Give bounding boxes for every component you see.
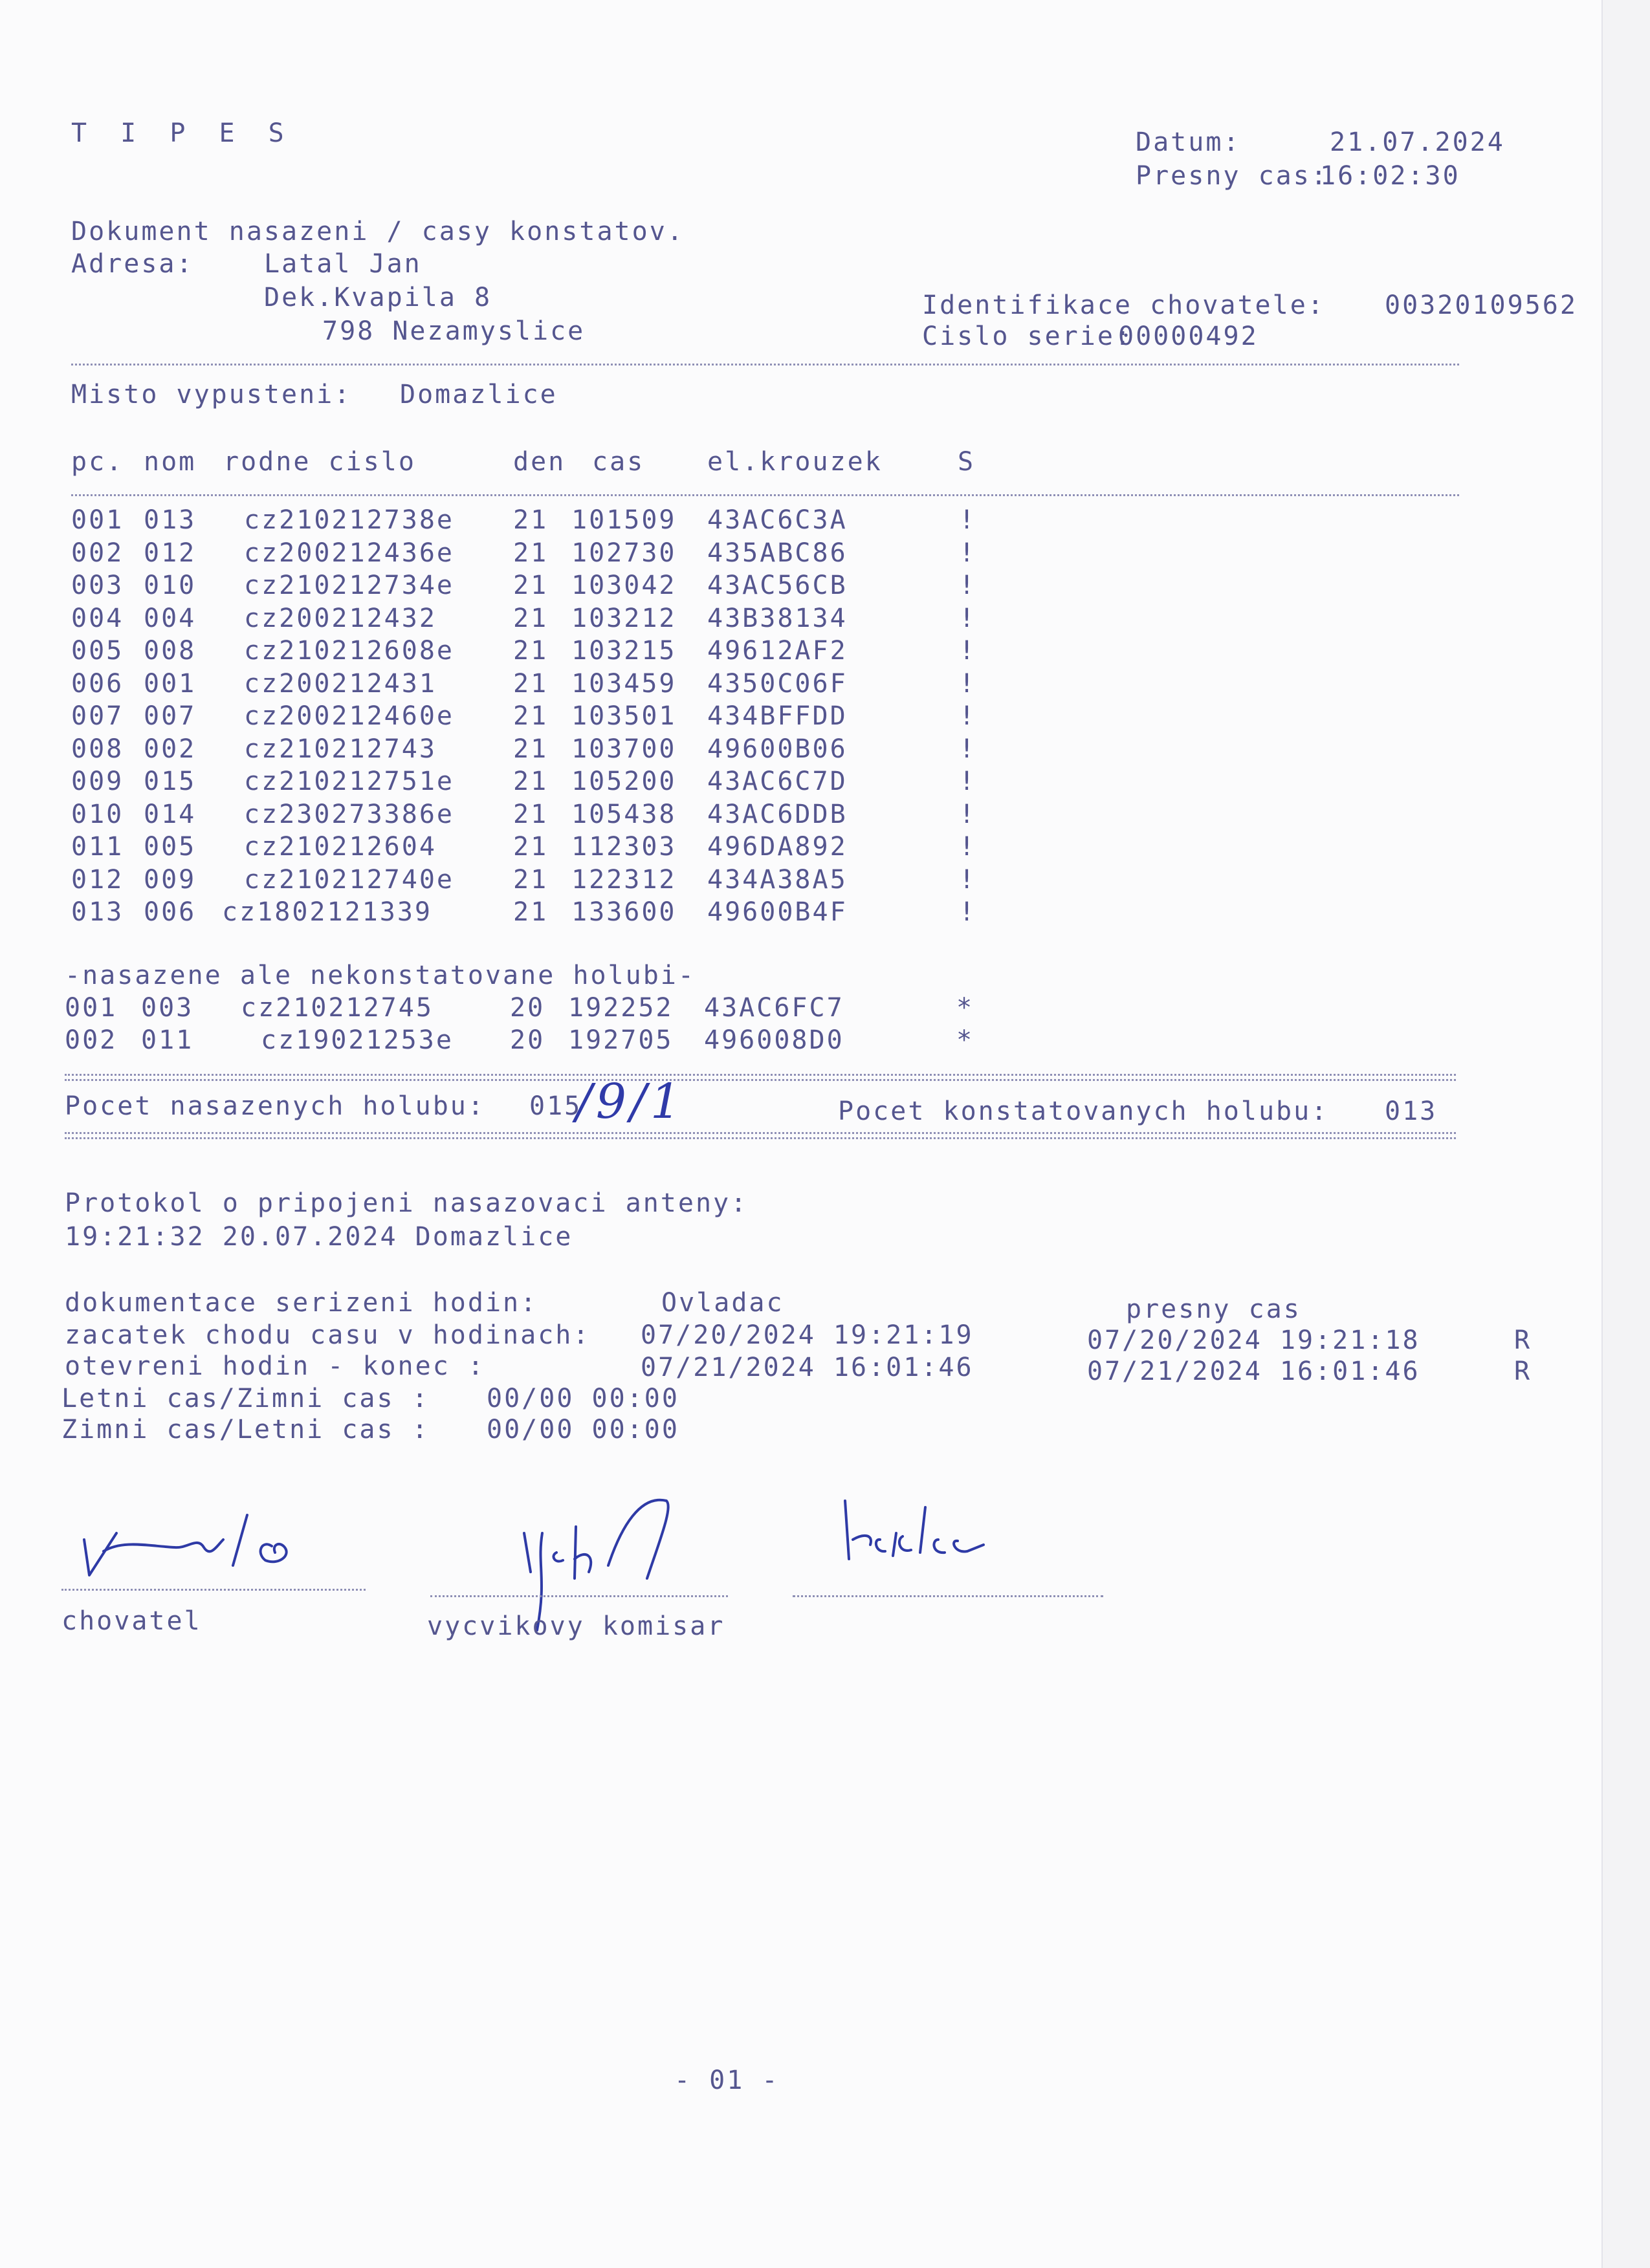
clock-col-controller: Ovladac: [661, 1288, 784, 1318]
table-cell: cz210212745: [241, 993, 434, 1023]
table-cell: 001: [71, 505, 124, 535]
antenna-title: Protokol o pripojeni nasazovaci anteny:: [65, 1188, 749, 1218]
not-clocked-row: [0, 992, 1601, 1025]
table-row: [0, 799, 1601, 831]
clocked-count: 013: [1385, 1096, 1438, 1126]
release-label: Misto vypusteni:: [71, 380, 352, 409]
table-cell: 003: [71, 571, 124, 600]
signature-line: [793, 1595, 1103, 1597]
divider: [65, 1132, 1456, 1134]
breeder-id: 00320109562: [1385, 290, 1578, 320]
table-cell: 43AC6DDB: [707, 799, 848, 829]
table-cell: 010: [71, 799, 124, 829]
table-cell: 192705: [568, 1025, 674, 1055]
table-cell: 002: [71, 538, 124, 568]
signature-line: [430, 1595, 728, 1597]
table-cell: 43B38134: [707, 603, 848, 633]
breeder-city: 798 Nezamyslice: [322, 316, 586, 346]
table-cell: !: [959, 505, 977, 535]
breeder-name: Latal Jan: [264, 249, 422, 279]
table-cell: 008: [144, 636, 197, 666]
table-cell: 21: [513, 505, 549, 535]
table-cell: 004: [71, 603, 124, 633]
clock-start-controller: 07/20/2024 19:21:19: [641, 1320, 974, 1350]
table-cell: 001: [65, 993, 118, 1023]
table-row: [0, 668, 1601, 701]
table-cell: cz200212460e: [244, 701, 454, 731]
table-cell: 002: [144, 734, 197, 764]
table-cell: !: [959, 832, 977, 862]
table-cell: 21: [513, 864, 549, 895]
clock-heading: dokumentace serizeni hodin:: [65, 1288, 538, 1318]
table-cell: cz200212431: [244, 668, 437, 699]
handwritten-note: /9/1: [576, 1074, 685, 1129]
table-row: [0, 864, 1601, 897]
table-cell: 496008D0: [704, 1025, 844, 1055]
table-cell: !: [959, 799, 977, 829]
release-place: Domazlice: [400, 380, 558, 409]
table-row: [0, 701, 1601, 733]
table-cell: 192252: [568, 993, 674, 1023]
table-cell: 20: [510, 1025, 545, 1055]
table-cell: cz230273386e: [244, 799, 454, 829]
table-cell: 101509: [571, 505, 677, 535]
divider: [65, 1074, 1456, 1076]
table-cell: 21: [513, 538, 549, 568]
divider: [65, 1137, 1456, 1139]
table-cell: !: [959, 767, 977, 796]
table-cell: 21: [513, 767, 549, 796]
series-number: 00000492: [1118, 322, 1259, 351]
table-cell: cz210212743: [244, 734, 437, 764]
table-cell: 002: [65, 1025, 118, 1055]
table-cell: 43AC56CB: [707, 571, 848, 600]
table-row: [0, 831, 1601, 864]
table-cell: 013: [144, 505, 197, 535]
table-cell: 001: [144, 668, 197, 699]
col-header-nom: nom: [144, 447, 197, 477]
table-row: [0, 603, 1601, 635]
table-cell: cz210212740e: [244, 864, 454, 895]
series-label: Cislo serie:: [922, 322, 1132, 351]
col-header-ring: rodne cislo: [223, 447, 416, 477]
table-cell: 008: [71, 734, 124, 764]
table-cell: cz210212604: [244, 832, 437, 862]
table-cell: 105438: [571, 799, 677, 829]
antenna-entry: 19:21:32 20.07.2024 Domazlice: [65, 1222, 573, 1252]
table-cell: cz210212734e: [244, 571, 454, 600]
table-cell: !: [959, 864, 977, 895]
table-cell: cz210212751e: [244, 767, 454, 796]
table-cell: 434BFFDD: [707, 701, 848, 731]
table-row: [0, 635, 1601, 668]
table-cell: cz200212436e: [244, 538, 454, 568]
clock-open-flag: R: [1514, 1357, 1532, 1386]
table-cell: cz210212738e: [244, 505, 454, 535]
table-cell: !: [959, 668, 977, 699]
table-cell: cz210212608e: [244, 636, 454, 666]
winter-summer-label: Zimni cas/Letni cas :: [61, 1415, 430, 1445]
table-cell: 006: [71, 668, 124, 699]
table-cell: 21: [513, 603, 549, 633]
clock-start-label: zacatek chodu casu v hodinach:: [65, 1320, 591, 1350]
breeder-id-label: Identifikace chovatele:: [922, 290, 1325, 320]
table-row: [0, 570, 1601, 602]
breeder-signature: [78, 1501, 311, 1591]
table-cell: 105200: [571, 767, 677, 796]
table-cell: 21: [513, 799, 549, 829]
table-cell: !: [959, 636, 977, 666]
table-cell: 21: [513, 734, 549, 764]
clock-open-exact: 07/21/2024 16:01:46: [1087, 1357, 1420, 1386]
col-header-time: cas: [592, 447, 645, 477]
table-cell: 011: [71, 832, 124, 862]
table-cell: 435ABC86: [707, 538, 848, 568]
table-cell: 012: [71, 864, 124, 895]
breeder-street: Dek.Kvapila 8: [264, 283, 492, 312]
commissioner-sign-label: vycvikovy komisar: [427, 1611, 725, 1641]
table-cell: 011: [141, 1025, 194, 1055]
table-row: [0, 538, 1601, 570]
table-cell: 43AC6FC7: [704, 993, 844, 1023]
table-cell: !: [959, 538, 977, 568]
table-cell: 21: [513, 636, 549, 666]
table-cell: 007: [144, 701, 197, 731]
table-cell: !: [959, 571, 977, 600]
table-cell: 009: [71, 767, 124, 796]
winter-summer-value: 00/00 00:00: [487, 1415, 679, 1445]
basketed-count: 015: [529, 1091, 582, 1121]
table-cell: 21: [513, 571, 549, 600]
table-cell: 014: [144, 799, 197, 829]
table-cell: 103042: [571, 571, 677, 600]
table-cell: 434A38A5: [707, 864, 848, 895]
date-value: 21.07.2024: [1330, 127, 1505, 157]
table-cell: 012: [144, 538, 197, 568]
table-cell: *: [956, 1025, 974, 1055]
table-cell: 103459: [571, 668, 677, 699]
table-cell: 005: [71, 636, 124, 666]
table-cell: 102730: [571, 538, 677, 568]
table-cell: 003: [141, 993, 194, 1023]
summer-winter-value: 00/00 00:00: [487, 1384, 679, 1413]
col-header-pc: pc.: [71, 447, 124, 477]
table-cell: 4350C06F: [707, 668, 848, 699]
page-number: - 01 -: [674, 2066, 780, 2095]
clock-col-exact: presny cas: [1126, 1294, 1301, 1324]
table-cell: *: [956, 993, 974, 1023]
table-cell: !: [959, 734, 977, 764]
table-cell: 43AC6C7D: [707, 767, 848, 796]
table-cell: 005: [144, 832, 197, 862]
address-label: Adresa:: [71, 249, 194, 279]
table-cell: cz1802121339: [222, 897, 432, 927]
table-cell: 21: [513, 668, 549, 699]
brand-title: T I P E S: [71, 118, 293, 148]
summer-winter-label: Letni cas/Zimni cas :: [61, 1384, 430, 1413]
clock-start-flag: R: [1514, 1325, 1532, 1355]
breeder-sign-label: chovatel: [61, 1606, 202, 1636]
signature-line: [61, 1589, 366, 1591]
date-label: Datum:: [1136, 127, 1241, 157]
table-cell: 010: [144, 571, 197, 600]
table-cell: 103215: [571, 636, 677, 666]
table-cell: 496DA892: [707, 832, 848, 862]
table-cell: 122312: [571, 864, 677, 895]
divider: [65, 1079, 1456, 1081]
table-cell: 103212: [571, 603, 677, 633]
not-clocked-title: -nasazene ale nekonstatovane holubi-: [65, 961, 696, 990]
document-title: Dokument nasazeni / casy konstatov.: [71, 217, 685, 246]
table-cell: 013: [71, 897, 124, 927]
table-cell: 133600: [571, 897, 677, 927]
table-cell: 103501: [571, 701, 677, 731]
clocked-label: Pocet konstatovanych holubu:: [838, 1096, 1329, 1126]
clock-start-exact: 07/20/2024 19:21:18: [1087, 1325, 1420, 1355]
clock-open-label: otevreni hodin - konec :: [65, 1351, 485, 1381]
not-clocked-row: [0, 1025, 1601, 1057]
table-cell: cz200212432: [244, 603, 437, 633]
table-row: [0, 505, 1601, 537]
table-cell: 103700: [571, 734, 677, 764]
table-cell: cz19021253e: [261, 1025, 454, 1055]
table-cell: 21: [513, 897, 549, 927]
table-cell: 004: [144, 603, 197, 633]
col-header-chip: el.krouzek: [707, 447, 883, 477]
table-row: [0, 766, 1601, 798]
table-cell: 007: [71, 701, 124, 731]
table-row: [0, 734, 1601, 766]
col-header-s: S: [958, 447, 976, 477]
clock-open-controller: 07/21/2024 16:01:46: [641, 1353, 974, 1382]
table-cell: 20: [510, 993, 545, 1023]
table-cell: 49612AF2: [707, 636, 848, 666]
divider: [71, 364, 1459, 365]
table-cell: 112303: [571, 832, 677, 862]
table-cell: 015: [144, 767, 197, 796]
table-cell: 49600B06: [707, 734, 848, 764]
table-cell: 43AC6C3A: [707, 505, 848, 535]
table-cell: !: [959, 701, 977, 731]
col-header-day: den: [513, 447, 566, 477]
table-row: [0, 897, 1601, 929]
table-cell: 21: [513, 701, 549, 731]
time-label: Presny cas:: [1136, 161, 1328, 191]
basketed-label: Pocet nasazenych holubu:: [65, 1091, 485, 1121]
table-cell: !: [959, 603, 977, 633]
time-value: 16:02:30: [1320, 161, 1460, 191]
table-cell: 49600B4F: [707, 897, 848, 927]
table-cell: 21: [513, 832, 549, 862]
table-cell: 009: [144, 864, 197, 895]
table-cell: 006: [144, 897, 197, 927]
table-cell: !: [959, 897, 977, 927]
divider: [71, 494, 1459, 496]
third-signature: [835, 1494, 1003, 1578]
